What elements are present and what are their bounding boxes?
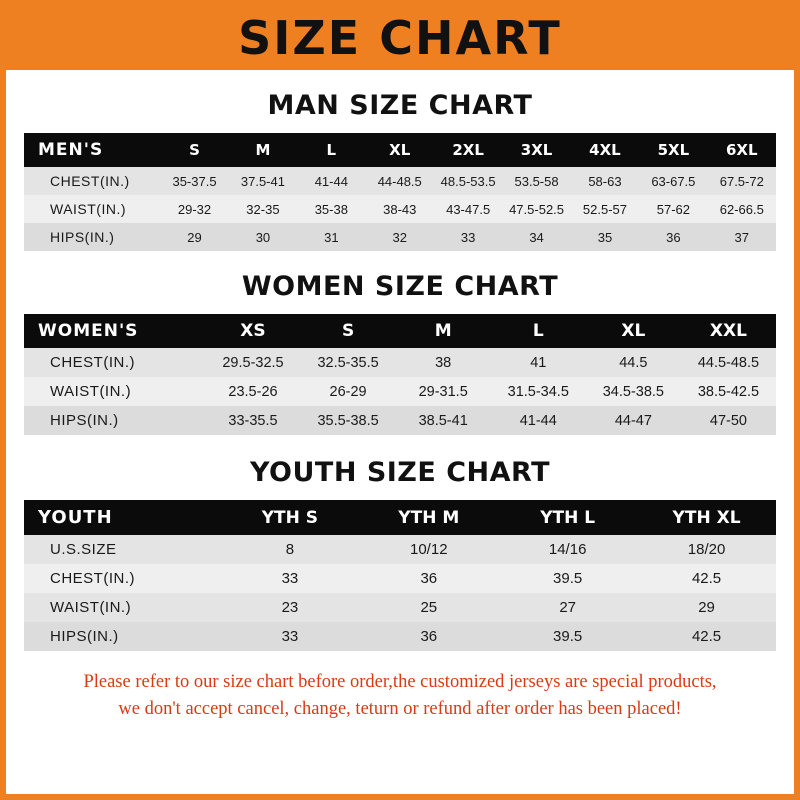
women-header-xs: XS [240,321,266,341]
footnote-line-2: we don't accept cancel, change, teturn or refund after order has been placed! [118,698,682,719]
content [6,90,794,723]
men-header-label: MEN'S [38,140,104,160]
women-row-hips-label: HIPS(IN.) [50,412,119,429]
youth-header-s: YTH S [261,507,319,528]
youth-waist-s: 23 [281,599,299,616]
youth-hips-xl: 42.5 [691,628,722,645]
women-row-waist-label: WAIST(IN.) [50,383,132,400]
men-chest-5xl: 63-67.5 [651,173,696,189]
youth-waist-xl: 29 [698,599,715,616]
women-header-s: S [341,321,355,341]
women-waist-l: 31.5-34.5 [507,383,569,400]
women-header-xxl: XXL [709,321,747,341]
table-row [24,406,776,435]
men-chest-s: 35-37.5 [172,173,217,189]
youth-header-m: YTH M [398,507,460,528]
men-chest-3xl: 53.5-58 [514,173,559,189]
men-row-waist-label: WAIST(IN.) [50,201,127,217]
men-chest-6xl: 67.5-72 [719,173,764,189]
men-hips-l: 31 [324,229,339,245]
youth-table-header-row [24,500,776,535]
women-waist-xs: 23.5-26 [228,383,278,400]
youth-size-table [24,500,776,651]
youth-header-xl: YTH XL [672,507,741,528]
women-hips-xxl: 47-50 [709,412,747,429]
table-row [24,622,776,651]
men-hips-2xl: 33 [460,229,476,245]
women-chest-xs: 29.5-32.5 [222,354,284,371]
footnote-line-1: Please refer to our size chart before order,the customized jerseys are special products, [83,672,717,692]
women-chest-s: 32.5-35.5 [317,354,379,371]
women-size-table [24,314,776,435]
table-row [24,564,776,593]
men-row-hips-label: HIPS(IN.) [50,229,115,245]
women-header-xl: XL [621,321,646,341]
men-header-4xl: 4XL [589,141,621,159]
table-row [24,377,776,406]
youth-hips-l: 39.5 [553,628,583,645]
men-header-5xl: 5XL [657,141,690,159]
men-hips-s: 29 [187,229,202,245]
women-chest-xl: 44.5 [619,354,648,371]
men-waist-3xl: 47.5-52.5 [509,201,565,217]
women-hips-xl: 44-47 [614,412,652,429]
page-title: SIZE CHART [238,11,562,65]
women-header-l: L [532,321,544,341]
women-chest-l: 41 [530,354,547,371]
men-header-xl: XL [389,141,411,159]
men-hips-4xl: 35 [597,229,613,245]
men-chest-m: 37.5-41 [240,173,285,189]
women-hips-l: 41-44 [519,412,557,429]
women-waist-xl: 34.5-38.5 [602,383,664,400]
youth-ussize-l: 14/16 [548,541,587,558]
men-waist-m: 32-35 [246,201,280,217]
men-waist-4xl: 52.5-57 [582,201,627,217]
men-hips-xl: 32 [392,229,407,245]
men-chest-l: 41-44 [314,173,348,189]
men-waist-xl: 38-43 [383,201,417,217]
table-row [24,535,776,564]
table-row [24,167,776,195]
youth-header-label: YOUTH [38,507,113,528]
men-waist-l: 35-38 [314,201,348,217]
youth-ussize-m: 10/12 [410,541,448,558]
men-table-header-row [24,133,776,167]
men-waist-6xl: 62-66.5 [719,201,764,217]
women-table-header-row [24,314,776,348]
men-hips-5xl: 36 [666,229,681,245]
footnote [24,669,776,723]
women-header-label: WOMEN'S [38,321,139,341]
youth-waist-m: 25 [420,599,438,616]
women-waist-xxl: 38.5-42.5 [697,383,760,400]
men-hips-3xl: 34 [529,229,544,245]
youth-hips-m: 36 [420,628,438,645]
women-header-m: M [434,321,452,341]
women-waist-m: 29-31.5 [418,383,468,400]
women-chest-m: 38 [435,354,452,371]
man-section-title: MAN SIZE CHART [267,90,533,121]
youth-waist-l: 27 [559,599,576,616]
youth-ussize-xl: 18/20 [687,541,726,558]
men-chest-2xl: 48.5-53.5 [440,173,496,189]
women-waist-s: 26-29 [329,383,367,400]
men-hips-6xl: 37 [734,229,750,245]
men-header-6xl: 6XL [726,141,758,159]
men-waist-2xl: 43-47.5 [446,201,491,217]
women-row-chest-label: CHEST(IN.) [50,354,135,371]
youth-chest-l: 39.5 [553,570,583,587]
youth-hips-s: 33 [281,628,299,645]
youth-chest-xl: 42.5 [691,570,722,587]
men-waist-s: 29-32 [177,201,212,217]
women-hips-xs: 33-35.5 [228,412,278,429]
banner [6,6,794,70]
women-chest-xxl: 44.5-48.5 [697,354,760,371]
table-row [24,195,776,223]
men-waist-5xl: 57-62 [656,201,690,217]
youth-chest-m: 36 [420,570,438,587]
youth-header-l: YTH L [540,507,596,528]
table-row [24,223,776,251]
table-row [24,593,776,622]
men-header-m: M [255,141,271,159]
men-hips-m: 30 [255,229,271,245]
youth-chest-s: 33 [281,570,299,587]
youth-ussize-s: 8 [285,541,295,558]
men-chest-xl: 44-48.5 [377,173,422,189]
youth-row-chest-label: CHEST(IN.) [50,570,135,587]
women-hips-s: 35.5-38.5 [317,412,379,429]
youth-section-title: YOUTH SIZE CHART [249,457,551,488]
youth-row-ussize-label: U.S.SIZE [50,541,117,558]
women-hips-m: 38.5-41 [418,412,468,429]
youth-row-hips-label: HIPS(IN.) [50,628,119,645]
youth-row-waist-label: WAIST(IN.) [50,599,132,616]
men-chest-4xl: 58-63 [588,173,622,189]
men-row-chest-label: CHEST(IN.) [50,173,130,189]
men-header-3xl: 3XL [520,141,553,159]
table-row [24,348,776,377]
men-header-l: L [326,141,337,159]
men-header-s: S [189,141,200,159]
men-header-2xl: 2XL [452,141,484,159]
men-size-table [24,133,776,251]
women-section-title: WOMEN SIZE CHART [241,271,559,302]
